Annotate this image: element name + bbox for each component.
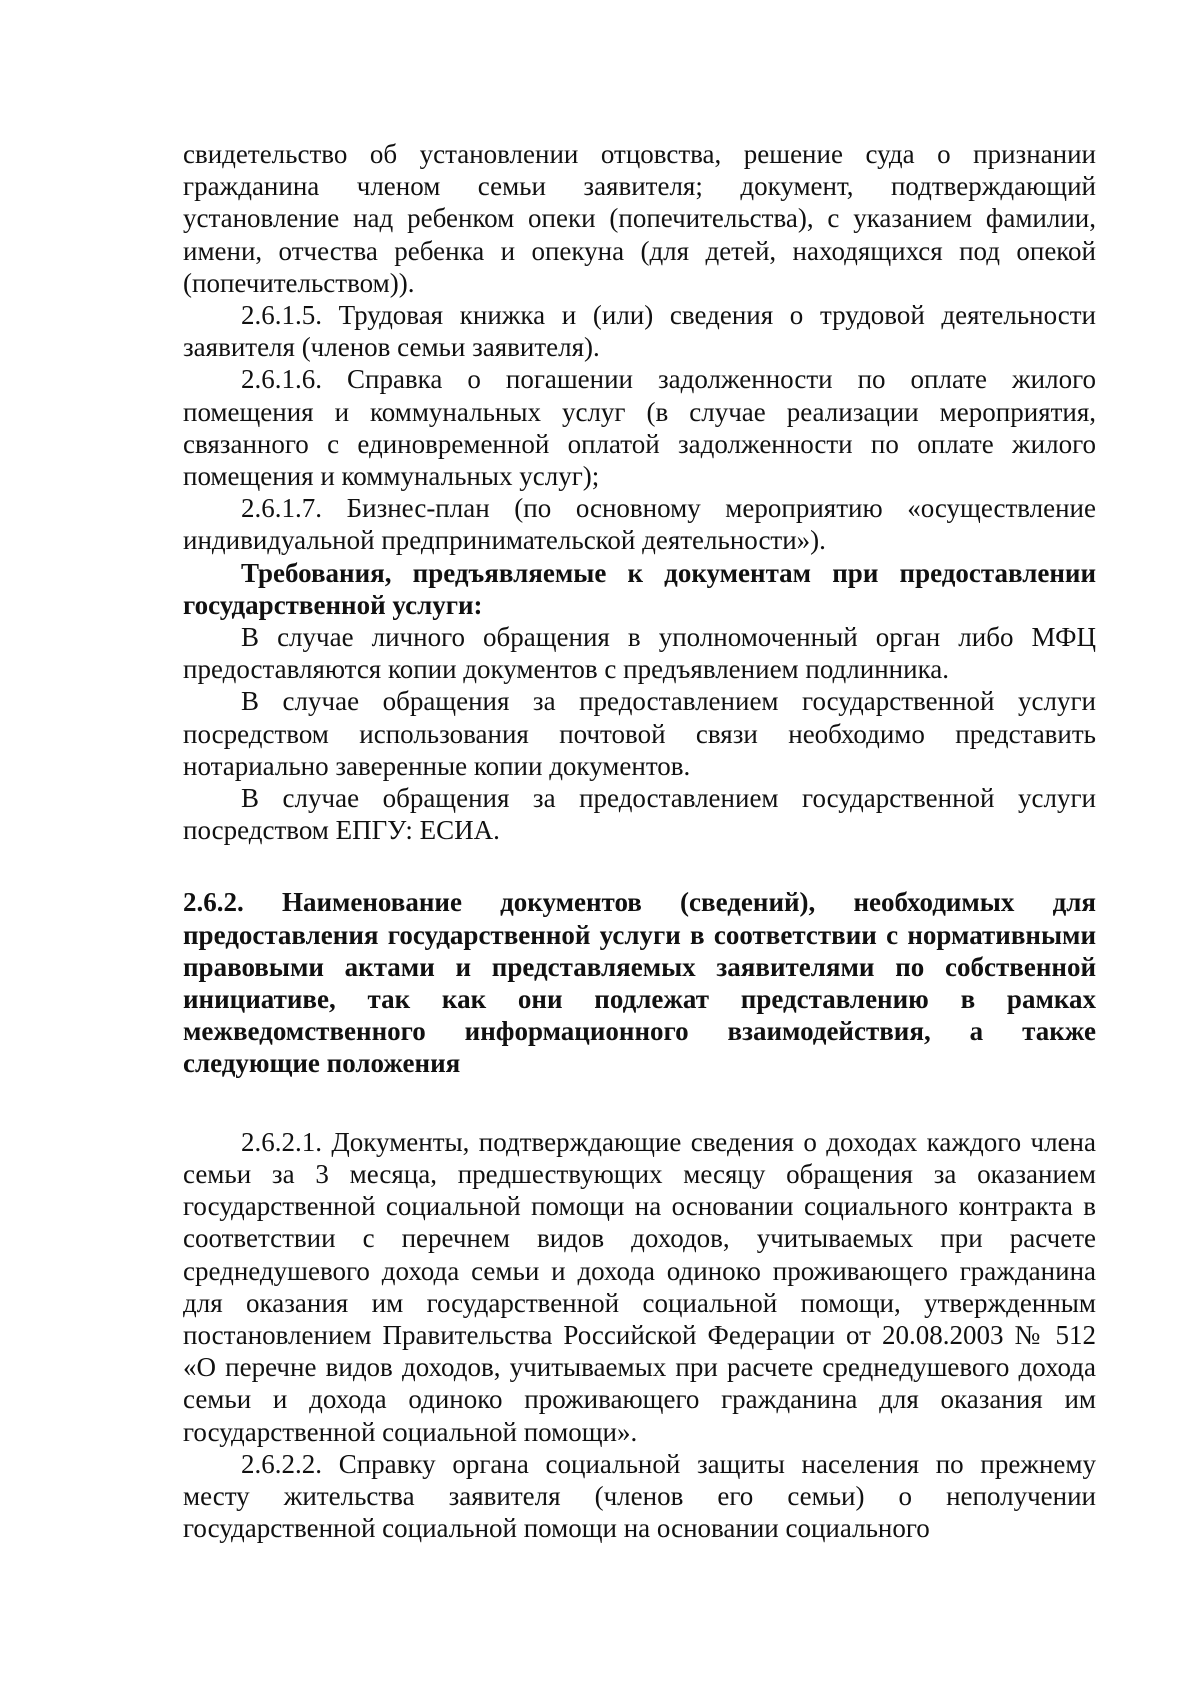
- paragraph-2-6-2-1: 2.6.2.1. Документы, подтверждающие сведения о доходах каждого члена семьи за 3 месяца, предшествующих месяцу обращения за оказанием государственной социальной помощи на основании социального контракта в соответствии с перечнем видов доходов, учитываемых при расчете среднедушевого дохода семьи и дохода одиноко проживающего гражданина для оказания им государственной социальной помощи, утвержденным постановлением Правительства Российской Федерации от 20.08.2003 № 512 «О перечне видов доходов, учитываемых при расчете среднедушевого дохода семьи и дохода одиноко проживающего гражданина для оказания им государственной социальной помощи».: [183, 1126, 1096, 1447]
- section-spacer: [183, 1080, 1096, 1126]
- paragraph-2-6-2-2: 2.6.2.2. Справку органа социальной защиты населения по прежнему месту жительства заявителя (членов его семьи) о неполучении государственной социальной помощи на основании социального: [183, 1448, 1096, 1544]
- paragraph-personal-request: В случае личного обращения в уполномоченный орган либо МФЦ предоставляются копии документов с предъявлением подлинника.: [183, 622, 1096, 685]
- paragraph-postal-request: В случае обращения за предоставлением государственной услуги посредством использования почтовой связи необходимо представить нотариально заверенные копии документов.: [183, 686, 1096, 781]
- section-heading-2-6-2: 2.6.2. Наименование документов (сведений), необходимых для предоставления государственной услуги в соответствии с нормативными правовыми актами и представляемых заявителями по собственной инициативе, так как они подлежат представлению в рамках межведомственного информационного взаимодействия, а также следующие положения: [183, 887, 1096, 1079]
- paragraph-epgu-request: В случае обращения за предоставлением государственной услуги посредством ЕПГУ: ЕСИА.: [183, 783, 1096, 846]
- paragraph-continuation: свидетельство об установлении отцовства, решение суда о признании гражданина членом семьи заявителя; документ, подтверждающий установление над ребенком опеки (попечительства), с указанием фамилии, имени, отчества ребенка и опекуна (для детей, находящихся под опекой (попечительством)).: [183, 139, 1096, 298]
- paragraph-2-6-1-6: 2.6.1.6. Справка о погашении задолженности по оплате жилого помещения и коммунальных услуг (в случае реализации мероприятия, связанного с единовременной оплатой задолженности по оплате жилого помещения и коммунальных услуг);: [183, 364, 1096, 492]
- paragraph-2-6-1-7: 2.6.1.7. Бизнес-план (по основному мероприятию «осуществление индивидуальной предпринимательской деятельности»).: [183, 493, 1096, 556]
- document-body: [183, 138, 1096, 1544]
- requirements-heading: Требования, предъявляемые к документам при предоставлении государственной услуги:: [183, 557, 1096, 620]
- section-spacer: [183, 846, 1096, 886]
- paragraph-2-6-1-5: 2.6.1.5. Трудовая книжка и (или) сведения о трудовой деятельности заявителя (членов семьи заявителя).: [183, 300, 1096, 363]
